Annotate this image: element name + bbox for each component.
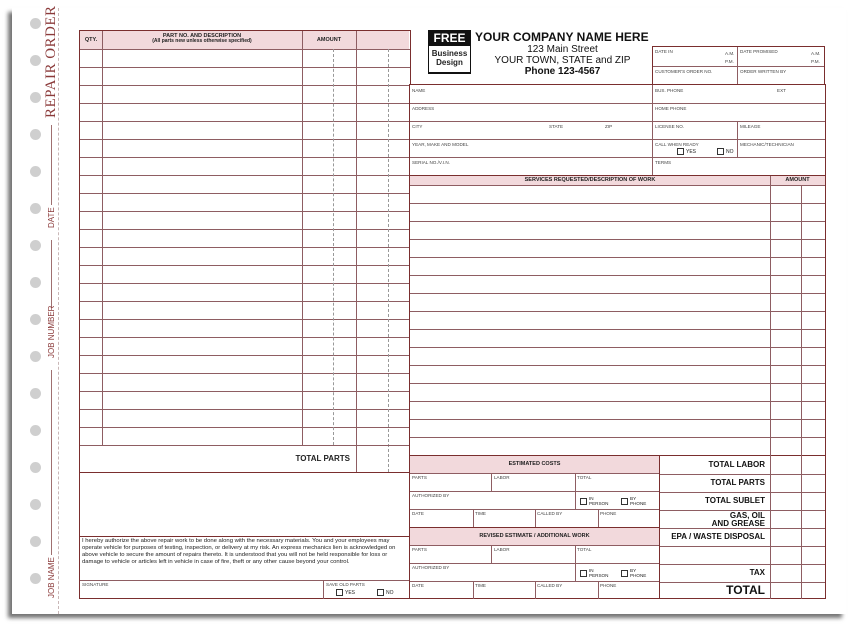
estimated-phone-label: PHONE [600, 511, 617, 516]
divider [575, 473, 576, 509]
service-row[interactable] [410, 330, 770, 347]
signature-label: SIGNATURE [82, 582, 109, 587]
parts-row[interactable] [80, 68, 410, 85]
service-row[interactable] [410, 312, 770, 329]
divider [80, 445, 410, 446]
pm-label: P.M. [811, 59, 820, 64]
service-row[interactable] [410, 420, 770, 437]
revised-parts-label: PARTS [412, 547, 427, 552]
parts-row[interactable] [80, 176, 410, 193]
zip-label: ZIP [605, 124, 613, 129]
gas-oil-grease-label [712, 512, 765, 529]
terms-label: TERMS [655, 160, 672, 165]
in-person-label: IN PERSON [589, 568, 609, 578]
punch-hole [30, 55, 41, 66]
job-name-line [51, 370, 52, 555]
state-label: STATE [549, 124, 564, 129]
revised-date-label: DATE [412, 583, 424, 588]
estimated-parts-label: PARTS [412, 475, 427, 480]
revised-header: REVISED ESTIMATE / ADDITIONAL WORK [479, 533, 590, 539]
epa-waste-label: EPA / WASTE DISPOSAL [671, 532, 765, 541]
checkbox-icon[interactable] [580, 570, 587, 577]
cents-divider [388, 49, 389, 472]
punch-hole [30, 18, 41, 29]
in-person-label: IN PERSON [589, 496, 609, 506]
company-phone: Phone 123-4567 [524, 66, 601, 77]
parts-row[interactable] [80, 338, 410, 355]
badge-free: FREE [433, 31, 466, 45]
grand-total-label: TOTAL [726, 583, 765, 597]
col-part-subtitle: (All parts new unless otherwise specified) [152, 38, 252, 45]
punch-hole [30, 277, 41, 288]
ext-label: EXT [777, 88, 786, 93]
yes-label: YES [345, 589, 356, 596]
revised-in-person[interactable] [580, 568, 608, 578]
punch-hole [30, 351, 41, 362]
estimated-time-label: TIME [475, 511, 486, 516]
service-row[interactable] [410, 186, 770, 203]
parts-row[interactable] [80, 266, 410, 283]
divider [770, 176, 771, 456]
tax-label: TAX [749, 568, 765, 577]
total-labor-label: TOTAL LABOR [708, 460, 765, 469]
field-divider [410, 157, 825, 158]
divider [491, 473, 492, 491]
field-divider [410, 103, 825, 104]
am-label: A.M. [725, 51, 735, 56]
punch-hole [30, 129, 41, 140]
by-phone-label: BY PHONE [630, 496, 647, 506]
parts-row[interactable] [80, 284, 410, 301]
parts-row[interactable] [80, 428, 410, 445]
checkbox-icon[interactable] [621, 570, 628, 577]
mileage-label: MILEAGE [740, 124, 761, 129]
divider [80, 580, 410, 581]
estimated-header: ESTIMATED COSTS [508, 461, 561, 467]
pm-label: P.M. [725, 59, 734, 64]
parts-row[interactable] [80, 248, 410, 265]
vehicle-label: YEAR, MAKE AND MODEL [412, 142, 469, 147]
blank-line-amount-field[interactable] [771, 546, 825, 564]
license-label: LICENSE NO. [655, 124, 685, 129]
checkbox-icon[interactable] [377, 589, 384, 596]
punch-hole [30, 499, 41, 510]
divider [491, 545, 492, 563]
divider [535, 509, 536, 527]
side-job-number-label: JOB NUMBER [47, 305, 56, 358]
divider [302, 31, 303, 445]
service-row[interactable] [410, 276, 770, 293]
punch-hole [30, 536, 41, 547]
divider [410, 491, 659, 492]
divider [323, 580, 324, 599]
divider [80, 536, 410, 537]
side-title: REPAIR ORDER [43, 5, 59, 118]
gas-line-1: GAS, OIL [729, 511, 765, 520]
date-promised-label: DATE PROMISED [740, 49, 778, 54]
estimated-by-phone[interactable] [621, 496, 646, 506]
call-no[interactable] [717, 148, 734, 155]
col-amount-header: AMOUNT [316, 37, 342, 43]
city-label: CITY [412, 124, 423, 129]
customer-order-label: CUSTOMER'S ORDER NO. [655, 69, 713, 74]
serial-label: SERIAL NO./V.I.N. [412, 160, 450, 165]
total-labor-amount-field[interactable] [771, 456, 825, 474]
divider [652, 85, 653, 175]
divider [598, 581, 599, 599]
save-parts-yes[interactable] [336, 589, 355, 596]
authorization-text: I hereby authorize the above repair work to be done along with the necessary materials. You and your employees may operate vehicle for purposes of testing, inspection, or delivery at my risk. An express mechanics lien is acknowledged on above vehicle to secure the amount of repairs thereto. It is understood that you will not be held responsible for loss or damage to vehicle or articles left in vehicle in case of fire, theft or any other cause beyond your control. [82, 538, 396, 566]
address-label: ADDRESS [412, 106, 435, 111]
date-in-label: DATE IN [655, 49, 673, 54]
badge-line2: Design [436, 58, 463, 67]
col-qty-header: QTY. [84, 37, 98, 43]
badge-body [429, 46, 470, 72]
total-parts-label: TOTAL PARTS [710, 478, 765, 487]
parts-row[interactable] [80, 158, 410, 175]
checkbox-icon[interactable] [717, 148, 724, 155]
parts-row[interactable] [80, 104, 410, 121]
parts-row[interactable] [80, 392, 410, 409]
parts-total-label: TOTAL PARTS [295, 454, 350, 463]
tax-amount-field[interactable] [771, 564, 825, 582]
service-row[interactable] [410, 204, 770, 221]
parts-row[interactable] [80, 410, 410, 427]
no-label: NO [386, 589, 394, 596]
yes-label: YES [686, 148, 697, 155]
badge-line1: Business [431, 49, 468, 58]
job-number-line [51, 240, 52, 308]
parts-row[interactable] [80, 356, 410, 373]
punch-hole [30, 314, 41, 325]
total-sublet-amount-field[interactable] [771, 492, 825, 510]
epa-waste-row [660, 528, 770, 546]
tax-row [660, 564, 770, 582]
service-row[interactable] [410, 402, 770, 419]
service-row[interactable] [410, 348, 770, 365]
punch-hole [30, 203, 41, 214]
checkbox-icon[interactable] [621, 498, 628, 505]
parts-row[interactable] [80, 320, 410, 337]
mechanic-label: MECHANIC/TECHNICIAN [740, 142, 794, 147]
service-row[interactable] [410, 222, 770, 239]
total-parts-amount-field[interactable] [771, 474, 825, 492]
gas-oil-grease-row [660, 510, 770, 528]
estimated-called-by-label: CALLED BY [537, 511, 563, 516]
grand-total-amount-field[interactable] [771, 582, 825, 600]
punch-hole [30, 462, 41, 473]
divider [410, 175, 825, 176]
revised-by-phone[interactable] [621, 568, 646, 578]
total-labor-row [660, 456, 770, 474]
revised-labor-label: LABOR [494, 547, 510, 552]
gas-oil-grease-amount-field[interactable] [771, 510, 825, 528]
services-amount-header: AMOUNT [785, 177, 810, 183]
service-row[interactable] [410, 438, 770, 455]
punch-hole [30, 92, 41, 103]
punch-hole [30, 573, 41, 584]
revised-phone-label: PHONE [600, 583, 617, 588]
save-parts-no[interactable] [377, 589, 394, 596]
estimated-total-label: TOTAL [577, 475, 592, 480]
divider [410, 473, 659, 474]
divider [410, 545, 659, 546]
company-street: 123 Main Street [527, 44, 598, 55]
col-part-header [103, 33, 301, 45]
service-row[interactable] [410, 294, 770, 311]
divider [801, 185, 802, 456]
parts-row[interactable] [80, 212, 410, 229]
divider [535, 581, 536, 599]
side-job-name-label: JOB NAME [47, 557, 56, 598]
punch-hole [30, 166, 41, 177]
bus-phone-label: BUS. PHONE [655, 88, 684, 93]
estimated-in-person[interactable] [580, 496, 608, 506]
col-part-title: PART NO. AND DESCRIPTION [162, 33, 242, 39]
free-design-badge [428, 30, 471, 74]
parts-row[interactable] [80, 302, 410, 319]
grand-total-row [660, 582, 770, 600]
divider [473, 509, 474, 527]
name-label: NAME [412, 88, 426, 93]
total-sublet-row [660, 492, 770, 510]
home-phone-label: HOME PHONE [655, 106, 687, 111]
estimated-labor-label: LABOR [494, 475, 510, 480]
parts-row[interactable] [80, 230, 410, 247]
field-divider [410, 139, 825, 140]
revised-total-label: TOTAL [577, 547, 592, 552]
punch-hole [30, 425, 41, 436]
estimated-authorized-label: AUTHORIZED BY [412, 493, 450, 498]
revised-time-label: TIME [475, 583, 486, 588]
save-old-parts-label: SAVE OLD PARTS [326, 582, 365, 587]
checkbox-icon[interactable] [580, 498, 587, 505]
company-address [475, 44, 650, 77]
total-parts-row [660, 474, 770, 492]
parts-row[interactable] [80, 194, 410, 211]
punch-hole [30, 388, 41, 399]
checkbox-icon[interactable] [677, 148, 684, 155]
order-written-by-label: ORDER WRITTEN BY [740, 69, 787, 74]
parts-row[interactable] [80, 122, 410, 139]
field-divider [410, 121, 825, 122]
service-row[interactable] [410, 240, 770, 257]
parts-row[interactable] [80, 50, 410, 67]
parts-row[interactable] [80, 374, 410, 391]
cents-divider [333, 49, 334, 445]
divider [356, 31, 357, 472]
epa-waste-amount-field[interactable] [771, 528, 825, 546]
date-line [51, 125, 52, 205]
signature-field[interactable] [82, 586, 322, 598]
company-name: YOUR COMPANY NAME HERE [475, 30, 649, 44]
call-when-ready-label: CALL WHEN READY [655, 142, 699, 147]
revised-called-by-label: CALLED BY [537, 583, 563, 588]
am-label: A.M. [811, 51, 821, 56]
services-title: SERVICES REQUESTED/DESCRIPTION OF WORK [524, 177, 656, 183]
divider [410, 563, 659, 564]
estimated-date-label: DATE [412, 511, 424, 516]
notes-area[interactable] [80, 473, 410, 536]
service-row[interactable] [410, 384, 770, 401]
divider [575, 545, 576, 581]
service-row[interactable] [410, 258, 770, 275]
divider [653, 66, 824, 67]
divider [473, 581, 474, 599]
revised-authorized-label: AUTHORIZED BY [412, 565, 450, 570]
by-phone-label: BY PHONE [630, 568, 647, 578]
company-city: YOUR TOWN, STATE and ZIP [494, 55, 631, 66]
service-row[interactable] [410, 366, 770, 383]
divider [102, 31, 103, 445]
punch-hole [30, 240, 41, 251]
no-label: NO [726, 148, 734, 155]
gas-line-2: AND GREASE [711, 519, 765, 529]
divider [598, 509, 599, 527]
side-date-label: DATE [47, 207, 56, 228]
blank-line-row [660, 546, 770, 564]
parts-row[interactable] [80, 140, 410, 157]
parts-row[interactable] [80, 86, 410, 103]
checkbox-icon[interactable] [336, 589, 343, 596]
call-yes[interactable] [677, 148, 696, 155]
total-sublet-label: TOTAL SUBLET [705, 496, 765, 505]
